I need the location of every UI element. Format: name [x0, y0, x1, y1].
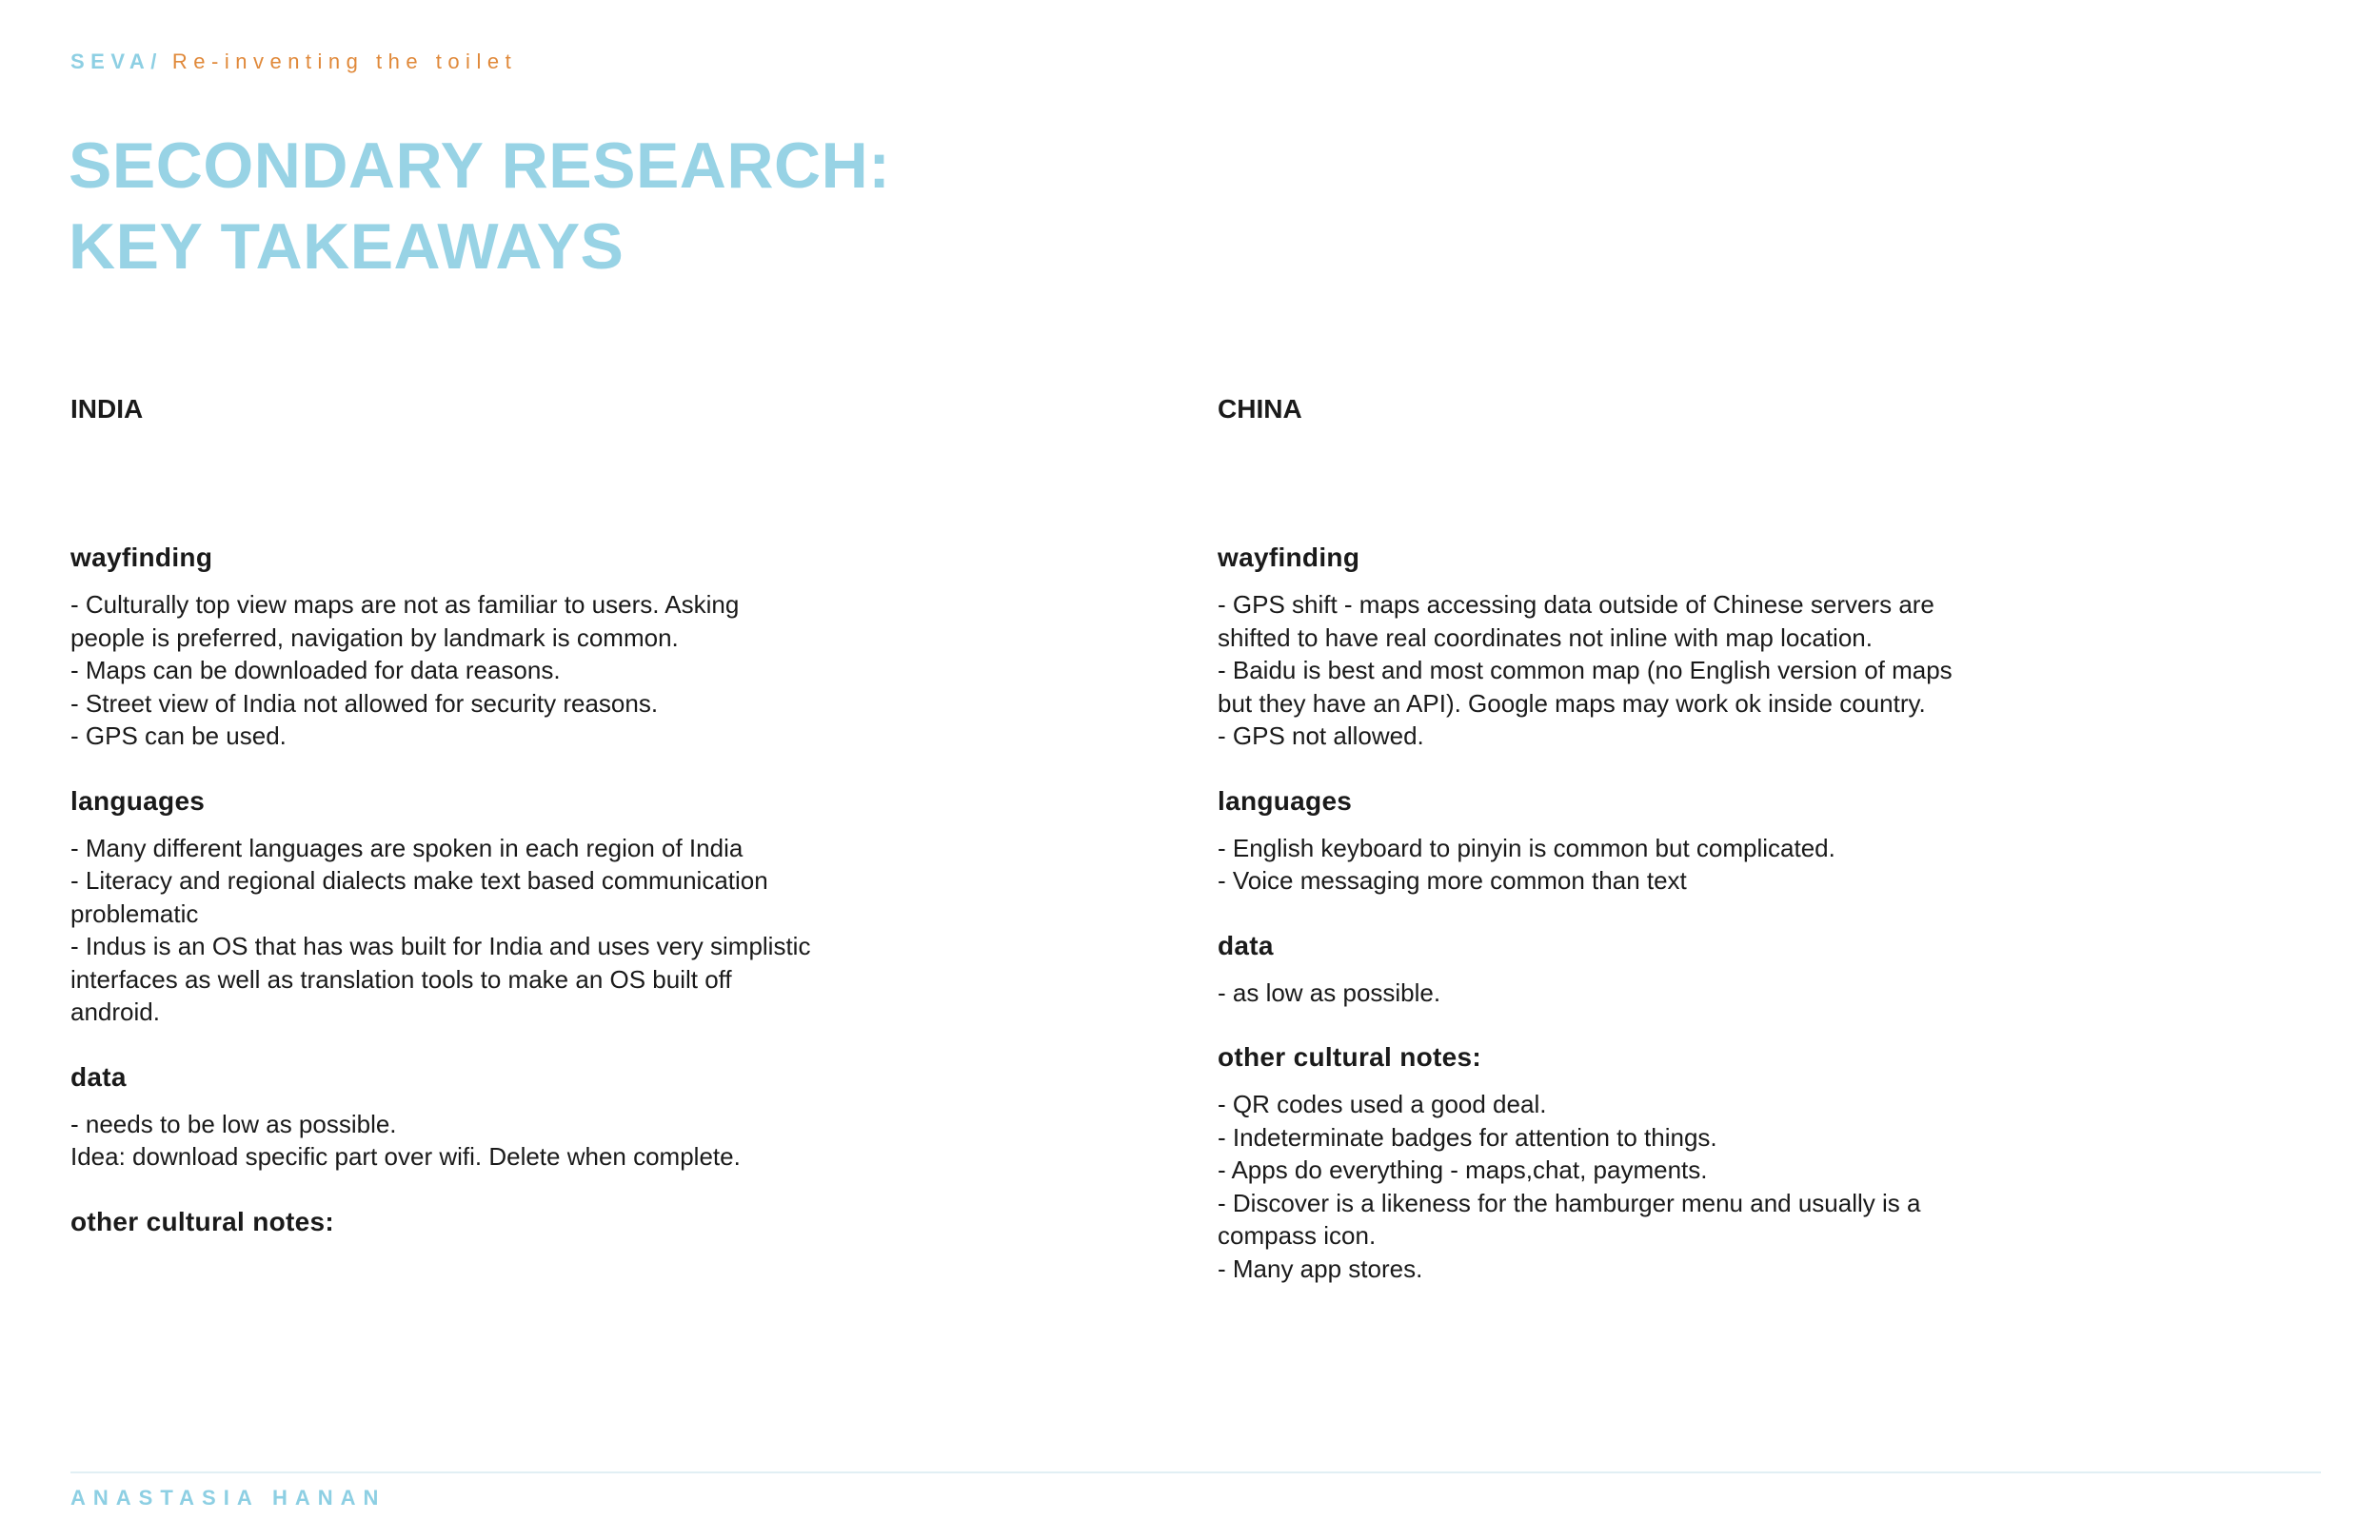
brand-label: SEVA/: [70, 49, 163, 73]
list-item: - English keyboard to pinyin is common but complicated.: [1218, 833, 1835, 862]
header-line: [70, 49, 517, 74]
india-heading: INDIA: [70, 394, 144, 424]
list-item: - Maps can be downloaded for data reasons.: [70, 656, 561, 684]
china-column: [1218, 392, 1960, 1285]
china-other-notes-heading: other cultural notes:: [1218, 1042, 1481, 1072]
china-wayfinding-heading: wayfinding: [1218, 543, 1360, 572]
list-item: - Literacy and regional dialects make text based communication problematic: [70, 866, 768, 928]
list-item: - Indus is an OS that has was built for India and uses very simplistic interfaces as well as translation tools to make an OS built off android.: [70, 932, 811, 1026]
india-wayfinding-notes: [70, 588, 813, 753]
list-item: - QR codes used a good deal.: [1218, 1090, 1547, 1118]
india-languages-heading: languages: [70, 785, 206, 816]
page-title: [69, 126, 890, 287]
list-item: - Many different languages are spoken in each region of India: [70, 833, 744, 862]
page-title-line-1: SECONDARY RESEARCH:: [69, 129, 891, 202]
list-item: - needs to be low as possible.: [70, 1109, 397, 1138]
china-languages-notes: [1218, 832, 1960, 898]
india-data-notes: [70, 1108, 813, 1174]
india-other-notes-heading: other cultural notes:: [70, 1206, 334, 1236]
list-item: - Indeterminate badges for attention to things.: [1218, 1122, 1717, 1152]
list-item: - GPS shift - maps accessing data outside of Chinese servers are shifted to have real coordinates not inline with map location.: [1218, 590, 1934, 652]
china-data-heading: data: [1218, 930, 1274, 960]
list-item: - GPS can be used.: [70, 721, 287, 750]
list-item: - GPS not allowed.: [1218, 721, 1424, 750]
tagline-label: Re-inventing the toilet: [171, 49, 518, 73]
footer-author: ANASTASIA HANAN: [70, 1486, 387, 1510]
list-item: - Culturally top view maps are not as familiar to users. Asking people is preferred, navigation by landmark is common.: [70, 590, 740, 652]
china-wayfinding-notes: [1218, 588, 1960, 753]
list-item: - Many app stores.: [1218, 1254, 1423, 1283]
china-languages-heading: languages: [1218, 785, 1353, 816]
china-data-notes: [1218, 977, 1960, 1010]
list-item: - Apps do everything - maps,chat, payments.: [1218, 1155, 1708, 1184]
india-languages-notes: [70, 832, 813, 1029]
list-item: Idea: download specific part over wifi. Delete when complete.: [70, 1142, 741, 1171]
china-heading: CHINA: [1218, 394, 1302, 424]
china-other-notes: [1218, 1088, 1960, 1285]
list-item: - Street view of India not allowed for security reasons.: [70, 688, 659, 718]
list-item: - as low as possible.: [1218, 977, 1441, 1007]
india-wayfinding-heading: wayfinding: [70, 543, 213, 572]
footer-divider: [70, 1471, 2321, 1473]
list-item: - Voice messaging more common than text: [1218, 866, 1687, 895]
india-data-heading: data: [70, 1061, 127, 1092]
list-item: - Baidu is best and most common map (no English version of maps but they have an API). Google maps may work ok inside country.: [1218, 656, 1953, 718]
page-title-line-2: KEY TAKEAWAYS: [69, 210, 625, 283]
list-item: - Discover is a likeness for the hamburger menu and usually is a compass icon.: [1218, 1188, 1921, 1250]
india-column: [70, 392, 813, 1253]
